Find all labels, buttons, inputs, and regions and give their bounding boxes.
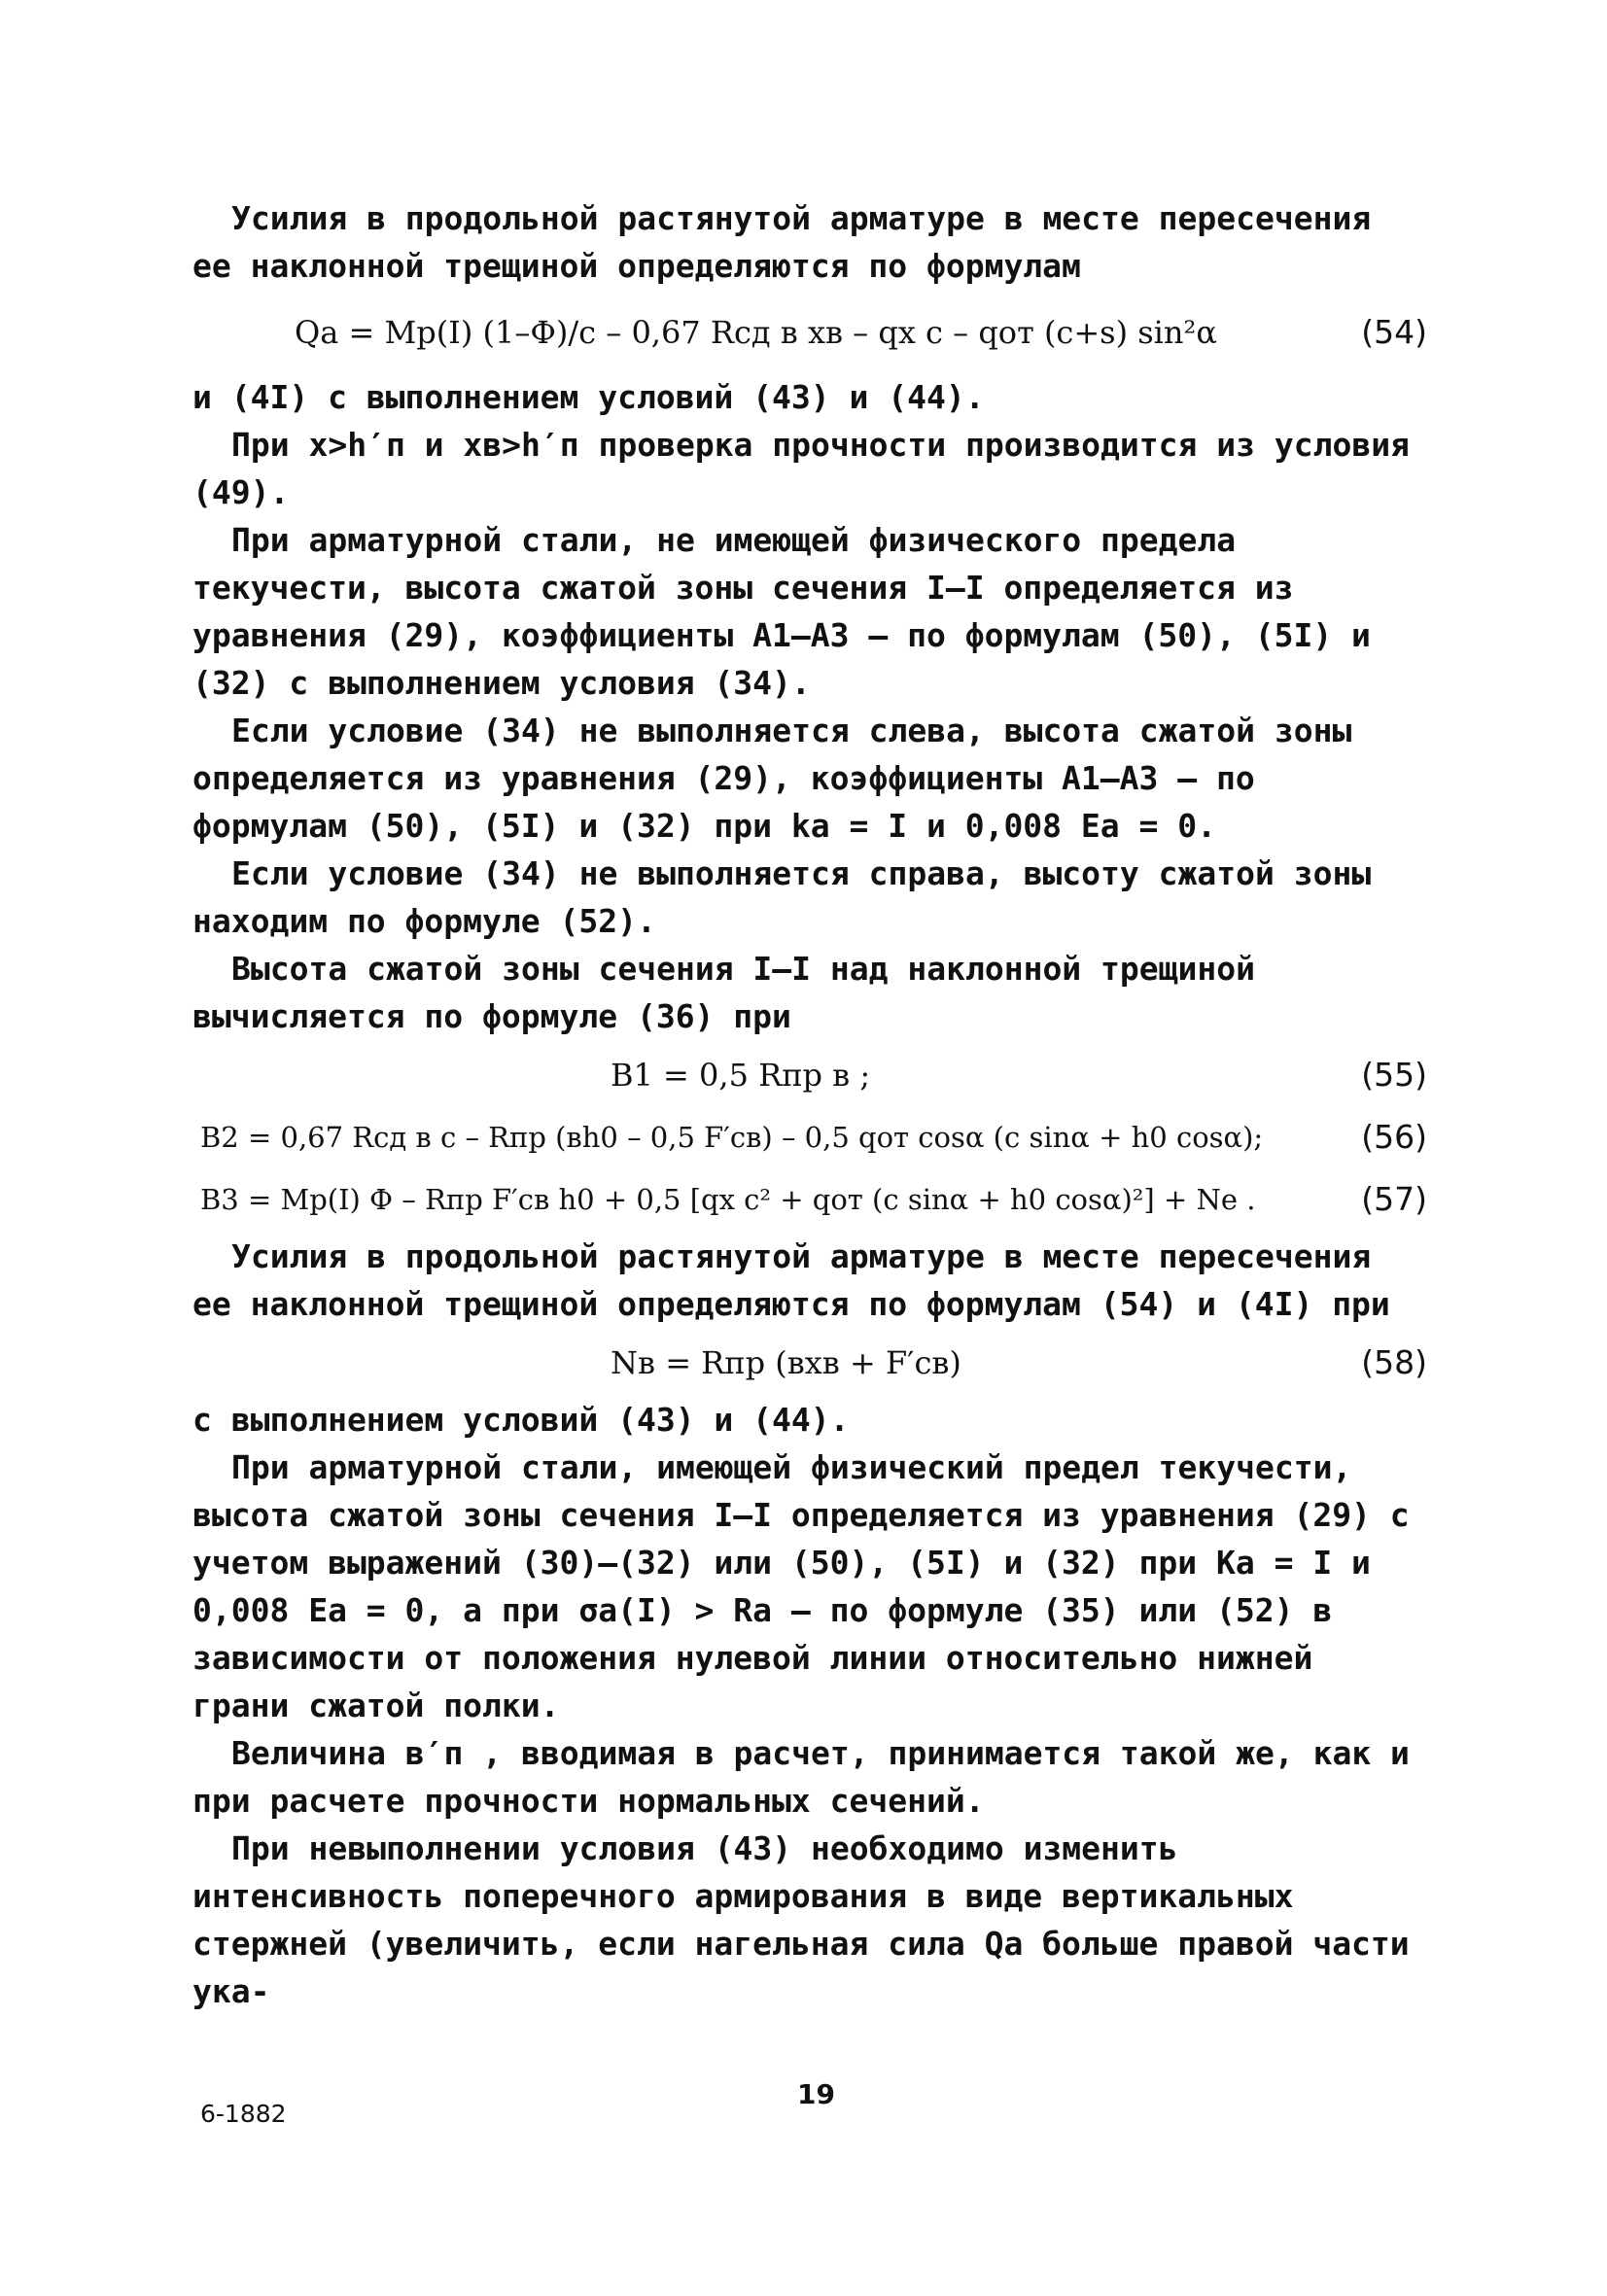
equation-number: (57) (1361, 1180, 1427, 1218)
paragraph: При невыполнении условия (43) необходимо изменить интенсивность поперечного армирования в виде вертикальных стержней (увеличить, если нагельная сила Qа больше правой части ука- (192, 1829, 1410, 2010)
paragraph: При x>h′п и xв>h′п проверка прочности производится из условия (49). (192, 426, 1410, 511)
paragraph: Если условие (34) не выполняется справа, высоту сжатой зоны находим по формуле (52). (192, 854, 1372, 940)
equation-number: (58) (1361, 1343, 1427, 1381)
paragraph: Усилия в продольной растянутой арматуре в месте пересечения ее наклонной трещиной определяются по формулам (54) и (4I) при (192, 1237, 1390, 1323)
equation-formula: Nв = Rпр (вxв + F′св) (611, 1344, 961, 1381)
equation-58 (192, 1336, 1427, 1390)
equation-56 (192, 1110, 1427, 1165)
paragraph: Величина в′п , вводимая в расчет, принимается такой же, как и при расчете прочности нормальных сечений. (192, 1734, 1410, 1820)
equation-formula: Qа = Mр(I) (1–Ф)/c – 0,67 Rсд в xв – qx c – qот (c+s) sin²α (295, 314, 1217, 351)
equation-55 (192, 1048, 1427, 1102)
document-code: 6-1882 (200, 2100, 287, 2128)
paragraph: Если условие (34) не выполняется слева, высота сжатой зоны определяется из уравнения (29), коэффициенты A1–A3 – по формулам (50), (5I) и (32) при kа = I и 0,008 Eа = 0. (192, 712, 1352, 845)
paragraph: Усилия в продольной растянутой арматуре в месте пересечения ее наклонной трещиной определяются по формулам (192, 199, 1372, 285)
document-body (192, 194, 1427, 2015)
paragraph: Высота сжатой зоны сечения I–I над наклонной трещиной вычисляется по формуле (36) при (192, 950, 1255, 1035)
equation-number: (56) (1361, 1118, 1427, 1156)
equation-54 (192, 297, 1427, 367)
equation-57 (192, 1172, 1427, 1227)
paragraph: и (4I) с выполнением условий (43) и (44). (192, 378, 985, 416)
paragraph: При арматурной стали, имеющей физический предел текучести, высота сжатой зоны сечения I–I определяется из уравнения (29) с учетом выражений (30)–(32) или (50), (5I) и (32) при Kа = I и 0,008 Eа = 0, а при σа(I) > Rа – по формуле (35) или (52) в зависимости от положения нулевой линии относительно нижней грани сжатой полки. (192, 1448, 1410, 1724)
equation-number: (55) (1361, 1056, 1427, 1094)
paragraph: При арматурной стали, не имеющей физического предела текучести, высота сжатой зоны сечения I–I определяется из уравнения (29), коэффициенты A1–A3 – по формулам (50), (5I) и (32) с выполнением условия (34). (192, 521, 1371, 702)
equation-formula: B2 = 0,67 Rсд в c – Rпр (вh0 – 0,5 F′св) – 0,5 qот cosα (c sinα + h0 cosα); (200, 1121, 1264, 1154)
equation-formula: B3 = Mр(I) Ф – Rпр F′св h0 + 0,5 [qx c² + qот (c sinα + h0 cosα)²] + Ne . (200, 1183, 1256, 1216)
equation-formula: B1 = 0,5 Rпр в ; (611, 1057, 871, 1094)
equation-number: (54) (1361, 313, 1427, 351)
paragraph: с выполнением условий (43) и (44). (192, 1401, 850, 1439)
page-number: 19 (797, 2078, 835, 2110)
